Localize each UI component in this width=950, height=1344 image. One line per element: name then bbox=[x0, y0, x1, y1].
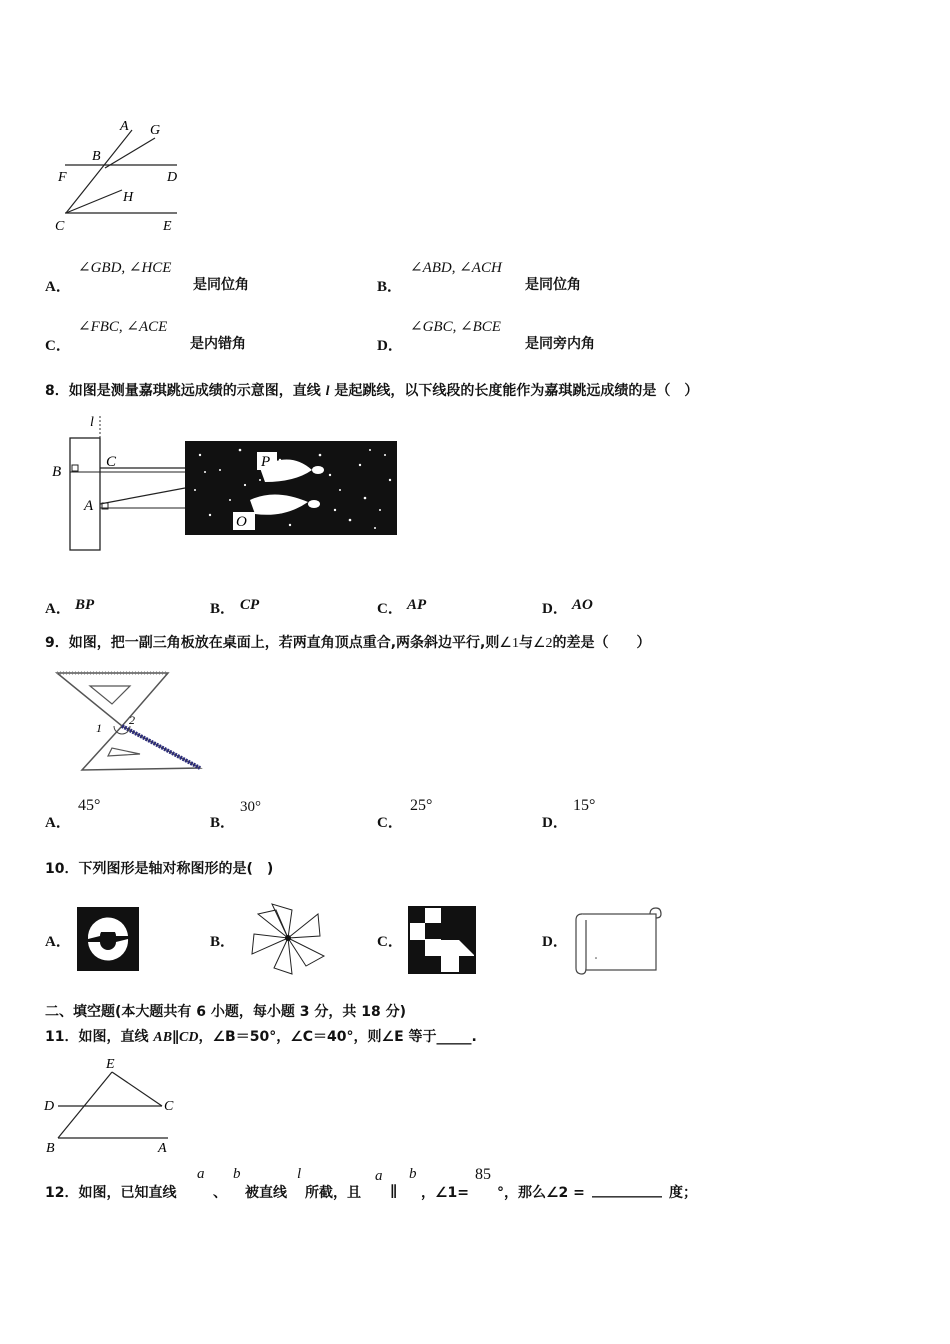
option-letter: C． bbox=[377, 601, 403, 617]
q9-stem: 9．如图，把一副三角板放在桌面上，若两直角顶点重合,两条斜边平行,则∠1与∠2的差是（ ） bbox=[45, 635, 651, 651]
option-letter: A． bbox=[45, 815, 71, 831]
q11-label-e: E bbox=[106, 1057, 115, 1072]
q11-label-d: D bbox=[44, 1099, 55, 1114]
option-letter: C． bbox=[377, 815, 403, 831]
q11-label-c: C bbox=[164, 1099, 174, 1114]
option-letter: A． bbox=[45, 934, 71, 950]
q7-label-a: A bbox=[120, 119, 129, 134]
q7-label-d: D bbox=[167, 170, 178, 185]
option-value: 30° bbox=[240, 799, 261, 815]
q8-label-b: B bbox=[52, 464, 62, 480]
option-text: 是同旁内角 bbox=[525, 336, 595, 352]
option-math: ∠FBC, ∠ACE bbox=[78, 319, 168, 335]
scroll-icon bbox=[572, 906, 662, 976]
option-math: ∠GBC, ∠BCE bbox=[410, 319, 501, 335]
option-value: 45° bbox=[78, 797, 101, 814]
q11-figure bbox=[40, 1052, 190, 1157]
q10-stem: 10．下列图形是轴对称图形的是( ) bbox=[45, 861, 274, 877]
q7-label-h: H bbox=[123, 190, 134, 205]
yin-yang-icon bbox=[76, 906, 140, 972]
option-letter: D． bbox=[542, 815, 568, 831]
checker-square-icon bbox=[408, 906, 476, 974]
q8-label-a: A bbox=[84, 498, 94, 514]
q11-stem: 11．如图，直线 AB∥CD，∠B＝50°，∠C＝40°，则∠E 等于_____. bbox=[45, 1029, 477, 1045]
q8-figure bbox=[50, 410, 405, 560]
option-letter: D． bbox=[542, 601, 568, 617]
option-value: 25° bbox=[410, 797, 433, 814]
option-value: 15° bbox=[573, 797, 596, 814]
option-math: ∠ABD, ∠ACH bbox=[410, 260, 502, 276]
option-letter: D． bbox=[377, 338, 403, 354]
q11-label-a: A bbox=[158, 1141, 167, 1156]
option-text: 是同位角 bbox=[193, 277, 249, 293]
q8-stem: 8．如图是测量嘉琪跳远成绩的示意图，直线 l 是起跳线，以下线段的长度能作为嘉琪跳远成绩的是（ ） bbox=[45, 383, 699, 399]
q8-label-l: l bbox=[90, 415, 94, 430]
q7-figure bbox=[50, 110, 190, 235]
pinwheel-icon bbox=[248, 900, 328, 976]
option-letter: D． bbox=[542, 934, 568, 950]
option-value: CP bbox=[240, 597, 260, 613]
option-letter: B． bbox=[377, 279, 403, 295]
q11-label-b: B bbox=[46, 1141, 55, 1156]
option-value: AO bbox=[572, 597, 593, 613]
option-text: 是内错角 bbox=[190, 336, 246, 352]
option-letter: A． bbox=[45, 601, 71, 617]
q7-label-c: C bbox=[55, 219, 65, 234]
q8-label-c: C bbox=[106, 454, 117, 470]
option-math: ∠GBD, ∠HCE bbox=[78, 260, 172, 276]
section2-title: 二、填空题(本大题共有 6 小题，每小题 3 分，共 18 分) bbox=[45, 1004, 407, 1020]
q9-label-1: 1 bbox=[96, 721, 102, 735]
q7-label-f: F bbox=[58, 170, 67, 185]
option-letter: C． bbox=[45, 338, 71, 354]
option-letter: B． bbox=[210, 601, 236, 617]
q9-figure bbox=[50, 668, 210, 778]
q7-label-b: B bbox=[92, 149, 101, 164]
q7-label-e: E bbox=[163, 219, 172, 234]
option-value: BP bbox=[75, 597, 95, 613]
option-text: 是同位角 bbox=[525, 277, 581, 293]
q12-stem: 12．如图，已知直线 a 、 b 被直线 l 所截，且 a ∥ b ，∠1= 85 °，那么∠2 = __________ 度； bbox=[45, 1166, 697, 1201]
q8-label-p: P bbox=[261, 454, 271, 470]
option-letter: A． bbox=[45, 279, 71, 295]
option-letter: B． bbox=[210, 815, 236, 831]
q7-label-g: G bbox=[150, 123, 161, 138]
option-value: AP bbox=[407, 597, 427, 613]
q8-label-o: O bbox=[236, 514, 247, 530]
option-letter: C． bbox=[377, 934, 403, 950]
option-letter: B． bbox=[210, 934, 236, 950]
q9-label-2: 2 bbox=[129, 713, 135, 727]
